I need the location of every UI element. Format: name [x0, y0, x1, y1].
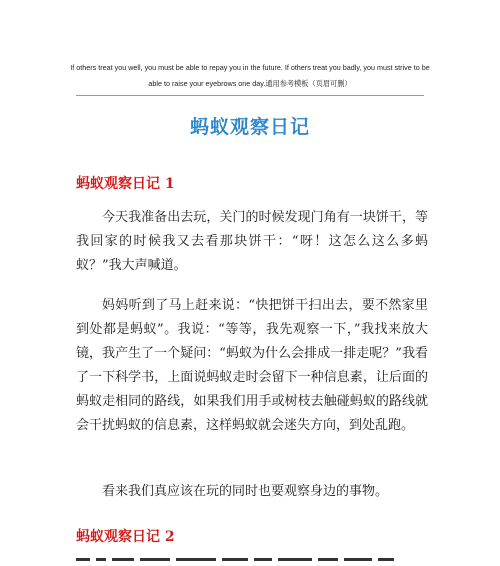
- paragraph-1: 今天我准备出去玩，关门的时候发现门角有一块饼干，等我回家的时候我又去看那块饼干：“呀！这怎么这么多蚂蚁？”我大声喊道。: [76, 210, 428, 273]
- header-divider: [76, 95, 424, 96]
- cropped-text-line: [76, 558, 426, 566]
- header-note: If others treat you well, you must be able to repay you in the future. If others treat you badly, you must strive to be able to raise your eyebrows one day.通用参考模板（页眉可删）: [70, 63, 430, 88]
- document-title: 蚂蚁观察日记: [189, 116, 310, 138]
- paragraph-2: 妈妈听到了马上赶来说：“快把饼干扫出去，要不然家里到处都是蚂蚁”。我说：“等等，我先观察一下，”我找来放大镜，我产生了一个疑问：“蚂蚁为什么会排成一排走呢？”我看了一下科学书，上面说蚂蚁走时会留下一种信息素，让后面的蚂蚁走相同的路线，如果我们用手或树枝去触碰蚂蚁的路线就会干扰蚂蚁的信息素，这样蚂蚁就会迷失方向，到处乱跑。: [76, 298, 428, 433]
- section-heading-1: 蚂蚁观察日记 1: [76, 176, 175, 192]
- paragraph-3: 看来我们真应该在玩的同时也要观察身边的事物。: [102, 484, 389, 499]
- section-heading-2: 蚂蚁观察日记 2: [76, 529, 175, 545]
